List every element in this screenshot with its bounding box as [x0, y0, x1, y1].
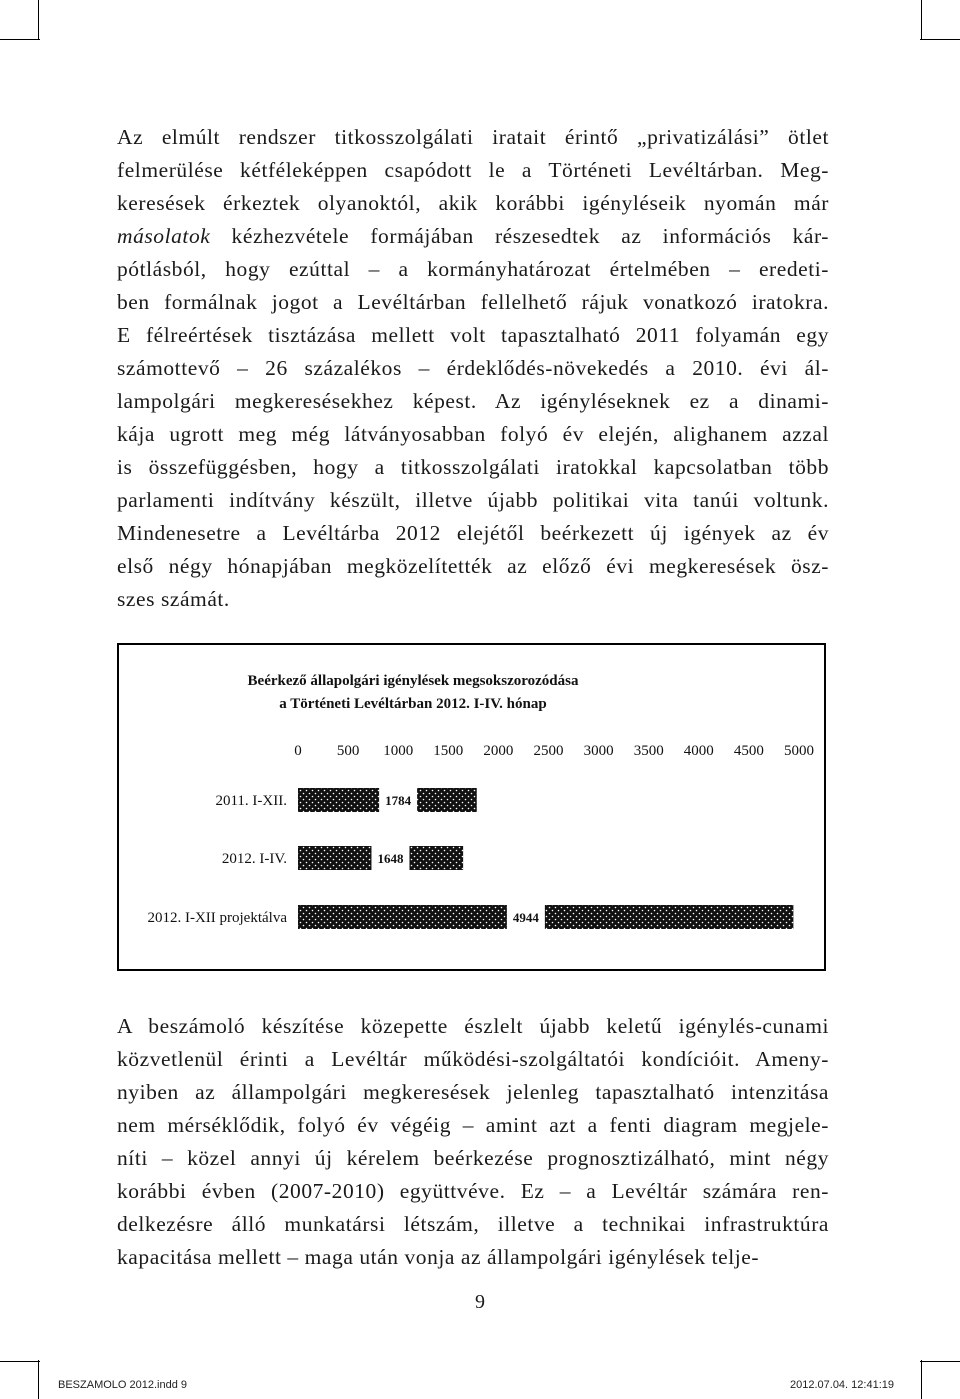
text-line	[117, 352, 829, 385]
crop-mark	[921, 1360, 922, 1399]
crop-mark	[0, 39, 40, 40]
text-line	[117, 253, 829, 286]
text-line	[117, 1241, 829, 1274]
paragraph-1	[117, 121, 829, 616]
crop-mark	[920, 39, 960, 40]
text-line	[117, 220, 829, 253]
text-line	[117, 319, 829, 352]
x-tick-label: 0	[294, 743, 302, 759]
text-run: lampolgári megkeresésekhez képest. Az igényléseknek ez a dinami-	[117, 389, 829, 413]
text-run: Az elmúlt rendszer titkosszolgálati iratait érintő „privatizálási” ötlet	[117, 125, 829, 149]
italic-text: másolatok	[117, 224, 211, 248]
text-run: számottevő – 26 százalékos – érdeklődés-növekedés a 2010. évi ál-	[117, 356, 829, 380]
text-line	[117, 1043, 829, 1076]
text-run: A beszámoló készítése közepette észlelt újabb keletű igénylés-cunami	[117, 1014, 829, 1038]
chart-title: Beérkező állapolgári igénylések megsokszorozódása	[247, 673, 579, 689]
text-line	[117, 385, 829, 418]
category-label: 2011. I-XII.	[215, 793, 287, 809]
category-label: 2012. I-XII projektálva	[147, 910, 287, 926]
chart	[117, 643, 826, 971]
bar-chart	[119, 645, 824, 969]
x-tick-label: 3500	[633, 743, 664, 759]
text-line	[117, 154, 829, 187]
text-line	[117, 583, 829, 616]
text-run: közvetlenül érinti a Levéltár működési-szolgáltatói kondícióit. Ameny-	[117, 1047, 829, 1071]
text-run: szes számát.	[117, 587, 230, 611]
data-label: 1784	[385, 793, 412, 808]
text-run: kája ugrott meg még látványosabban folyó év elején, alighanem azzal	[117, 422, 829, 446]
x-tick-label: 500	[336, 743, 360, 759]
crop-mark	[38, 0, 39, 40]
crop-mark	[0, 1361, 40, 1362]
x-tick-label: 4500	[733, 743, 764, 759]
text-run: is összefüggésben, hogy a titkosszolgálati iratokkal kapcsolatban több	[117, 455, 829, 479]
text-line	[117, 286, 829, 319]
paragraph-2	[117, 1010, 829, 1274]
x-tick-label: 1000	[383, 743, 414, 759]
data-label: 1648	[377, 851, 404, 866]
crop-mark	[921, 0, 922, 40]
text-line	[117, 451, 829, 484]
category-label: 2012. I-IV.	[221, 851, 287, 867]
chart-subtitle: a Történeti Levéltárban 2012. I-IV. hónap	[279, 696, 547, 712]
text-line	[117, 418, 829, 451]
x-tick-label: 4000	[683, 743, 714, 759]
text-line	[117, 1109, 829, 1142]
text-line	[117, 1076, 829, 1109]
crop-mark	[38, 1360, 39, 1399]
text-run: E félreértések tisztázása mellett volt tapasztalható 2011 folyamán egy	[117, 323, 829, 347]
text-line	[117, 1175, 829, 1208]
text-line	[117, 1208, 829, 1241]
data-label: 4944	[512, 910, 539, 925]
text-run: ben formálnak jogot a Levéltárban fellelhető rájuk vonatkozó iratokra.	[117, 290, 829, 314]
text-run: keresések érkeztek olyanoktól, akik korábbi igényléseik nyomán már	[117, 191, 829, 215]
text-line	[117, 550, 829, 583]
text-run: kapacitása mellett – maga után vonja az állampolgári igénylések telje-	[117, 1245, 760, 1269]
text-run: pótlásból, hogy ezúttal – a kormányhatározat értelmében – eredeti-	[117, 257, 829, 281]
slug-right: 2012.07.04. 12:41:19	[790, 1379, 894, 1391]
text-line	[117, 1010, 829, 1043]
x-tick-label: 2000	[483, 743, 514, 759]
text-line	[117, 484, 829, 517]
text-run: kézhezvétele formájában részesedtek az információs kár-	[210, 224, 829, 248]
text-run: nem mérséklődik, folyó év végéig – amint azt a fenti diagram megjele-	[117, 1113, 829, 1137]
text-run: Mindenesetre a Levéltárba 2012 elejétől beérkezett új igények az év	[117, 521, 829, 545]
x-tick-label: 2500	[533, 743, 564, 759]
slug-left: BESZAMOLO 2012.indd 9	[58, 1379, 188, 1391]
bar	[298, 905, 793, 929]
text-run: felmerülése kétféleképpen csapódott le a Történeti Levéltárban. Meg-	[117, 158, 829, 182]
text-line	[117, 517, 829, 550]
text-line	[117, 1142, 829, 1175]
text-run: korábbi évben (2007-2010) együttvéve. Ez – a Levéltár számára ren-	[117, 1179, 829, 1203]
text-run: delkezésre álló munkatársi létszám, illetve a technikai infrastruktúra	[117, 1212, 829, 1236]
x-tick-label: 5000	[784, 743, 814, 759]
page-number: 9	[475, 1291, 485, 1313]
text-run: níti – közel annyi új kérelem beérkezése prognosztizálható, mint négy	[117, 1146, 829, 1170]
text-run: nyiben az állampolgári megkeresések jelenleg tapasztalható intenzitása	[117, 1080, 829, 1104]
text-run: első négy hónapjában megközelítették az előző évi megkeresések ösz-	[117, 554, 829, 578]
text-run: parlamenti indítvány készült, illetve újabb politikai vita tanúi voltunk.	[117, 488, 829, 512]
text-line	[117, 121, 829, 154]
x-tick-label: 3000	[583, 743, 614, 759]
crop-mark	[920, 1361, 960, 1362]
x-tick-label: 1500	[433, 743, 464, 759]
text-line	[117, 187, 829, 220]
